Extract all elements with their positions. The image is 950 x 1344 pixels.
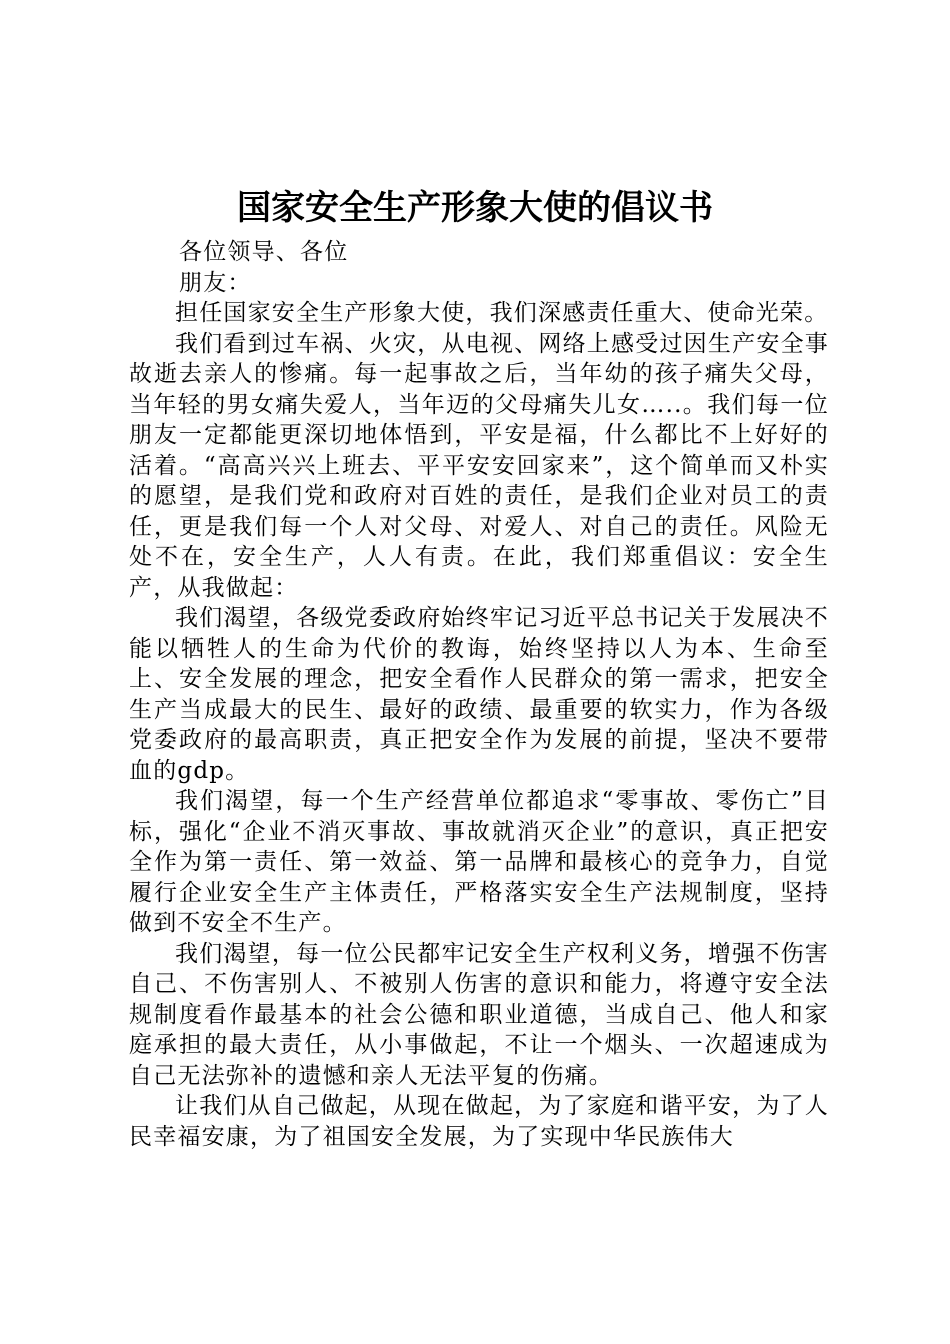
- document-body: [129, 237, 829, 1152]
- paragraph-closing: 让我们从自己做起，从现在做起，为了家庭和谐平安，为了人民幸福安康，为了祖国安全发展，为了实现中华民族伟大: [129, 1093, 829, 1150]
- paragraph-enterprises: 我们渴望，每一个生产经营单位都追求“零事故、零伤亡”目标，强化“企业不消灭事故、事故就消灭企业”的意识，真正把安全作为第一责任、第一效益、第一品牌和最核心的竞争力，自觉履行企业安全生产主体责任，严格落实安全生产法规制度，坚持做到不安全不生产。: [129, 788, 829, 936]
- paragraph-government: 我们渴望，各级党委政府始终牢记习近平总书记关于发展决不能以牺牲人的生命为代价的教诲，始终坚持以人为本、生命至上、安全发展的理念，把安全看作人民群众的第一需求，把安全生产当成最大的民生、最好的政绩、最重要的软实力，作为各级党委政府的最高职责，真正把安全作为发展的前提，坚决不要带血的gdp。: [129, 605, 829, 784]
- paragraph-intro: 担任国家安全生产形象大使，我们深感责任重大、使命光荣。: [175, 300, 829, 326]
- paragraph-background: 我们看到过车祸、火灾，从电视、网络上感受过因生产安全事故逝去亲人的惨痛。每一起事故之后，当年幼的孩子痛失父母，当年轻的男女痛失爱人，当年迈的父母痛失儿女…..。我们每一位朋友一定都能更深切地体悟到，平安是福，什么都比不上好好的活着。“高高兴兴上班去、平平安安回家来”，这个简单而又朴实的愿望，是我们党和政府对百姓的责任，是我们企业对员工的责任，更是我们每一个人对父母、对爱人、对自己的责任。风险无处不在，安全生产，人人有责。在此，我们郑重倡议：安全生产，从我做起：: [129, 330, 829, 601]
- salutation-line-1: 各位领导、各位: [179, 239, 349, 265]
- salutation-line-2: 朋友：: [179, 269, 252, 296]
- document-title: 国家安全生产形象大使的倡议书: [237, 188, 713, 228]
- paragraph-citizens: 我们渴望，每一位公民都牢记安全生产权利义务，增强不伤害自己、不伤害别人、不被别人伤害的意识和能力，将遵守安全法规制度看作最基本的社会公德和职业道德，当成自己、他人和家庭承担的最大责任，从小事做起，不让一个烟头、一次超速成为自己无法弥补的遗憾和亲人无法平复的伤痛。: [129, 940, 829, 1089]
